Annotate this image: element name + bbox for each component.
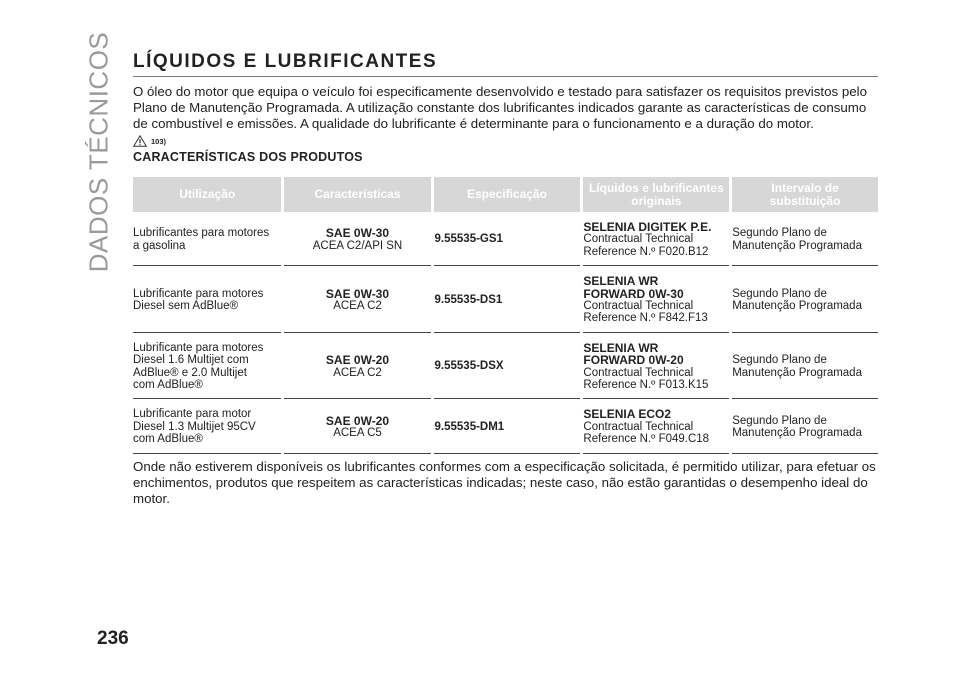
usage-line: AdBlue® e 2.0 Multijet — [133, 366, 247, 379]
interval-line: Manutenção Programada — [732, 366, 862, 379]
table-row — [133, 399, 878, 453]
header-replacement-interval: Intervalo de substituição — [732, 177, 878, 212]
side-title-text: DADOS TÉCNICOS — [83, 31, 114, 273]
viscosity-grade: SAE 0W-20 — [325, 413, 390, 428]
reference-line: Reference N.º F020.B12 — [583, 245, 709, 258]
usage-cell — [133, 266, 281, 333]
usage-cell — [133, 212, 281, 266]
usage-line: Lubrificante para motor — [133, 408, 252, 421]
product-name: SELENIA WR — [583, 340, 659, 355]
product-name: FORWARD 0W-30 — [583, 286, 684, 301]
reference-line: Reference N.º F013.K15 — [583, 379, 709, 392]
warning-ref-number: 103) — [151, 136, 167, 146]
reference-line: Contractual Technical — [583, 233, 694, 246]
warning-reference — [133, 135, 878, 147]
reference-line: Reference N.º F049.C18 — [583, 433, 710, 446]
acea-class: ACEA C2 — [333, 300, 382, 313]
specification-cell: 9.55535-DM1 — [434, 399, 581, 453]
characteristics-cell — [284, 266, 430, 333]
interval-cell — [732, 333, 878, 400]
usage-line: Diesel sem AdBlue® — [133, 300, 238, 313]
usage-line: Lubrificantes para motores — [133, 227, 270, 240]
header-usage: Utilização — [133, 177, 281, 212]
warning-triangle-icon — [133, 135, 147, 147]
interval-cell — [732, 399, 878, 453]
original-fluid-cell — [583, 212, 729, 266]
interval-line: Segundo Plano de — [732, 354, 827, 367]
acea-class: ACEA C5 — [333, 427, 382, 440]
reference-line: Reference N.º F842.F13 — [583, 312, 708, 325]
heading-rule — [133, 76, 878, 77]
original-fluid-cell — [583, 333, 729, 400]
interval-line: Manutenção Programada — [732, 239, 862, 252]
interval-line: Manutenção Programada — [732, 427, 862, 440]
intro-paragraph: O óleo do motor que equipa o veículo foi especificamente desenvolvido e testado para satisfazer os requisitos previstos pelo Plano de Manutenção Programada. A utilização constante dos lubrificantes indicados garante as características de consumo de combustível e emissões. A qualidade do lubrificante é determinante para o funcionamento e a duração do motor. — [133, 84, 867, 131]
products-table — [130, 177, 881, 454]
interval-line: Segundo Plano de — [732, 287, 827, 300]
viscosity-grade: SAE 0W-20 — [325, 353, 390, 368]
product-name: SELENIA DIGITEK P.E. — [583, 220, 712, 234]
characteristics-cell — [284, 399, 430, 453]
characteristics-cell — [284, 333, 430, 400]
usage-line: Lubrificante para motores — [133, 287, 264, 300]
section-subheading: CARACTERÍSTICAS DOS PRODUTOS — [133, 150, 363, 164]
header-characteristics: Características — [284, 177, 430, 212]
specification-cell: 9.55535-DSX — [434, 333, 581, 400]
usage-line: a gasolina — [133, 239, 186, 252]
reference-line: Contractual Technical — [583, 366, 694, 379]
viscosity-grade: SAE 0W-30 — [325, 226, 390, 241]
viscosity-grade: SAE 0W-30 — [325, 286, 390, 301]
usage-line: com AdBlue® — [133, 379, 203, 392]
original-fluid-cell — [583, 266, 729, 333]
header-original-fluids: Líquidos e lubrificantes originais — [583, 177, 729, 212]
page-heading: LÍQUIDOS E LUBRIFICANTES — [133, 51, 438, 72]
table-row — [133, 212, 878, 266]
interval-line: Manutenção Programada — [732, 300, 862, 313]
footer-note: Onde não estiverem disponíveis os lubrificantes conformes com a especificação solicitada, é permitido utilizar, para efetuar os enchimentos, produtos que respeitem as características indicadas; neste caso, não estão garantidas o desempenho ideal do motor. — [133, 458, 876, 506]
usage-line: Lubrificante para motores — [133, 341, 264, 354]
section-side-title — [83, 31, 114, 273]
specification-cell: 9.55535-GS1 — [434, 212, 581, 266]
reference-line: Contractual Technical — [583, 420, 694, 433]
page-content — [133, 50, 878, 507]
header-specification: Especificação — [434, 177, 581, 212]
usage-line: com AdBlue® — [133, 433, 203, 446]
interval-cell — [732, 212, 878, 266]
characteristics-cell — [284, 212, 430, 266]
specification-cell: 9.55535-DS1 — [434, 266, 581, 333]
table-header-row — [133, 177, 878, 212]
product-name: SELENIA ECO2 — [583, 407, 671, 422]
table-row — [133, 333, 878, 400]
interval-line: Segundo Plano de — [732, 227, 827, 240]
product-name: FORWARD 0W-20 — [583, 353, 684, 368]
usage-line: Diesel 1.3 Multijet 95CV — [133, 420, 256, 433]
table-row — [133, 266, 878, 333]
usage-cell — [133, 333, 281, 400]
interval-cell — [732, 266, 878, 333]
page-number: 236 — [97, 628, 129, 649]
acea-class: ACEA C2 — [333, 366, 382, 379]
product-name: SELENIA WR — [583, 274, 659, 289]
usage-cell — [133, 399, 281, 453]
acea-class: ACEA C2/API SN — [312, 239, 403, 252]
usage-line: Diesel 1.6 Multijet com — [133, 354, 249, 367]
reference-line: Contractual Technical — [583, 300, 694, 313]
original-fluid-cell — [583, 399, 729, 453]
interval-line: Segundo Plano de — [732, 414, 827, 427]
